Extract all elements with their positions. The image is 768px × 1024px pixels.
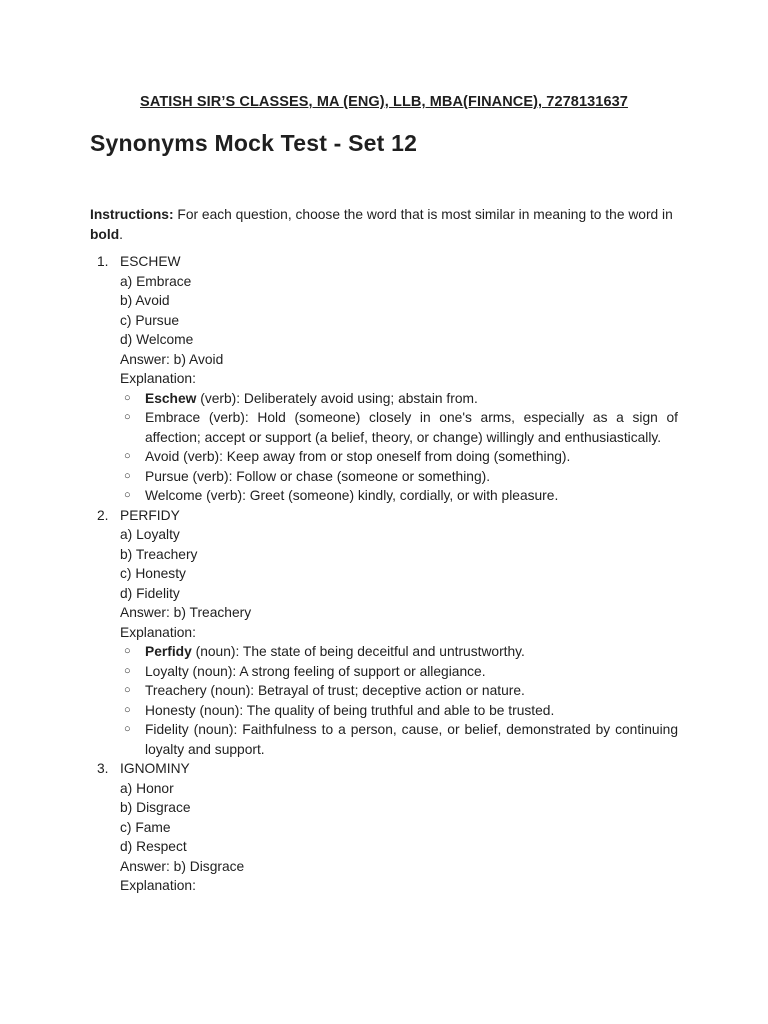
- answer-option: c) Fame: [120, 819, 171, 835]
- explanation-text: Avoid (verb): Keep away from or stop oneself from doing (something).: [145, 449, 571, 464]
- instructions: [90, 205, 678, 244]
- question-list: [90, 252, 678, 896]
- circle-bullet-icon: ○: [124, 489, 131, 501]
- question-number: 1.: [97, 254, 109, 269]
- explanation-text: Fidelity (noun): Faithfulness to a person, cause, or belief, demonstrated by continuing loyalty and support.: [145, 722, 678, 757]
- explanation-item: [120, 701, 678, 721]
- explanation-text: Honesty (noun): The quality of being truthful and able to be trusted.: [145, 702, 555, 718]
- question-number: 3.: [97, 761, 109, 776]
- circle-bullet-icon: ○: [124, 450, 131, 462]
- question-item: [90, 506, 678, 760]
- explanation-text: Loyalty (noun): A strong feeling of support or allegiance.: [145, 663, 486, 679]
- explanation-item: [120, 408, 678, 447]
- answer-option: a) Embrace: [120, 273, 192, 289]
- instructions-label: Instructions:: [90, 207, 174, 222]
- instructions-text: For each question, choose the word that is most similar in meaning to the word in: [173, 207, 673, 222]
- explanation-item: [120, 467, 678, 487]
- explanation-label: Explanation:: [120, 624, 196, 640]
- explanation-list: [120, 389, 678, 506]
- explanation-term: Eschew: [145, 390, 197, 406]
- explanation-text: (verb): Deliberately avoid using; abstain from.: [196, 390, 478, 406]
- circle-bullet-icon: ○: [124, 411, 131, 423]
- circle-bullet-icon: ○: [124, 469, 131, 482]
- answer-option: b) Disgrace: [120, 800, 191, 815]
- answer-option: d) Respect: [120, 839, 187, 854]
- explanation-list: [120, 642, 678, 759]
- circle-bullet-icon: ○: [124, 723, 131, 735]
- explanation-label: Explanation:: [120, 878, 196, 893]
- explanation-text: (noun): The state of being deceitful and untrustworthy.: [191, 644, 525, 659]
- circle-bullet-icon: ○: [124, 684, 131, 696]
- explanation-item: [120, 447, 678, 467]
- explanation-item: [120, 720, 678, 759]
- question-item: [90, 759, 678, 896]
- explanation-label: Explanation:: [120, 371, 196, 386]
- class-header: SATISH SIR’S CLASSES, MA (ENG), LLB, MBA(FINANCE), 7278131637: [140, 94, 628, 110]
- circle-bullet-icon: ○: [124, 645, 131, 657]
- instructions-end: .: [119, 226, 123, 242]
- explanation-term: Perfidy: [145, 644, 192, 659]
- question-number: 2.: [97, 507, 109, 523]
- answer-key: Answer: b) Avoid: [120, 351, 224, 367]
- question-word: PERFIDY: [120, 507, 180, 523]
- answer-option: a) Loyalty: [120, 527, 180, 542]
- explanation-item: [120, 389, 678, 409]
- answer-option: b) Avoid: [120, 293, 170, 308]
- explanation-item: [120, 642, 678, 662]
- explanation-item: [120, 486, 678, 506]
- circle-bullet-icon: ○: [124, 664, 131, 677]
- explanation-text: Embrace (verb): Hold (someone) closely in one's arms, especially as a sign of affection; accept or support (a belief, theory, or change) willingly and enthusiastically.: [145, 410, 678, 445]
- circle-bullet-icon: ○: [124, 391, 131, 404]
- answer-key: Answer: b) Disgrace: [120, 858, 245, 874]
- answer-option: d) Fidelity: [120, 585, 180, 601]
- question-word: IGNOMINY: [120, 761, 190, 776]
- circle-bullet-icon: ○: [124, 703, 131, 716]
- answer-key: Answer: b) Treachery: [120, 605, 252, 620]
- explanation-text: Treachery (noun): Betrayal of trust; deceptive action or nature.: [145, 683, 525, 698]
- answer-option: d) Welcome: [120, 332, 194, 347]
- answer-option: c) Honesty: [120, 566, 186, 581]
- page-title: Synonyms Mock Test - Set 12: [90, 130, 418, 156]
- answer-option: b) Treachery: [120, 546, 198, 562]
- explanation-item: [120, 662, 678, 682]
- answer-option: a) Honor: [120, 780, 174, 796]
- explanation-item: [120, 681, 678, 701]
- answer-option: c) Pursue: [120, 312, 180, 328]
- question-word: ESCHEW: [120, 254, 181, 269]
- explanation-text: Pursue (verb): Follow or chase (someone or something).: [145, 468, 491, 484]
- instructions-bold-word: bold: [90, 226, 120, 242]
- explanation-text: Welcome (verb): Greet (someone) kindly, cordially, or with pleasure.: [145, 488, 559, 503]
- question-item: [90, 252, 678, 506]
